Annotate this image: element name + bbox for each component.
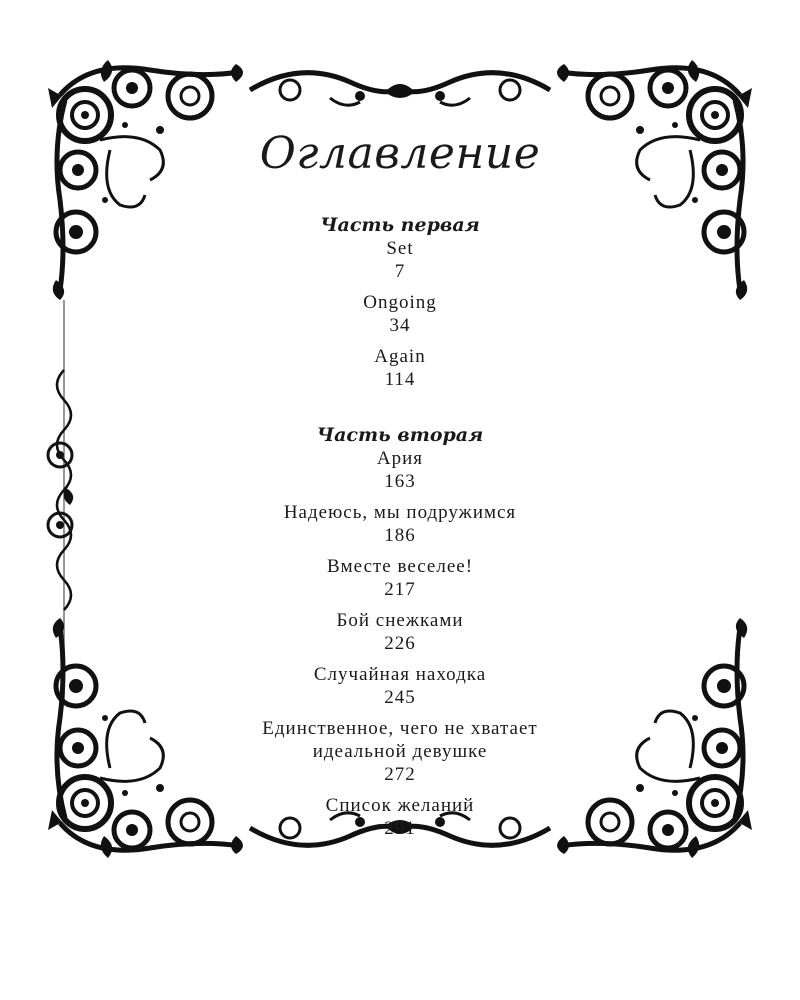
entry-page-number: 226 [384, 633, 416, 654]
entry-page-number: 163 [384, 471, 416, 492]
entry-title: Ария [376, 448, 424, 469]
toc-title: Оглавление [259, 128, 541, 179]
toc-entry[interactable] [150, 555, 650, 601]
entry-title: Случайная находка [313, 664, 487, 685]
toc-entry[interactable] [150, 609, 650, 655]
entry-title: Again [374, 346, 426, 367]
entry-title: Вместе веселее! [326, 556, 474, 577]
toc-entry[interactable] [150, 345, 650, 391]
toc-entry[interactable] [150, 794, 650, 840]
entry-title: Set [386, 238, 414, 259]
toc-entry[interactable] [150, 237, 650, 283]
entry-page-number: 34 [389, 315, 411, 336]
table-of-contents [150, 128, 650, 840]
entry-page-number: 291 [384, 818, 416, 839]
part-title: Часть вторая [316, 424, 484, 446]
entry-page-number: 186 [384, 525, 416, 546]
entry-title: Бой снежками [336, 610, 464, 631]
entry-page-number: 245 [384, 687, 416, 708]
toc-entry[interactable] [150, 447, 650, 493]
toc-part-2 [150, 423, 650, 840]
entry-title: Единственное, чего не хватает [262, 718, 538, 739]
entry-page-number: 114 [384, 369, 416, 390]
entry-title: Список желаний [325, 795, 475, 816]
toc-entry[interactable] [150, 501, 650, 547]
entry-title: Надеюсь, мы подружимся [283, 502, 517, 523]
entry-title: Ongoing [363, 292, 437, 313]
entry-page-number: 7 [394, 261, 406, 282]
part-title: Часть первая [320, 214, 480, 236]
toc-entry[interactable] [150, 717, 650, 786]
entry-page-number: 217 [384, 579, 416, 600]
entry-title-line-2: идеальной девушке [312, 741, 488, 762]
toc-entry[interactable] [150, 291, 650, 337]
toc-entry[interactable] [150, 663, 650, 709]
toc-part-1 [150, 213, 650, 391]
entry-page-number: 272 [384, 764, 416, 785]
